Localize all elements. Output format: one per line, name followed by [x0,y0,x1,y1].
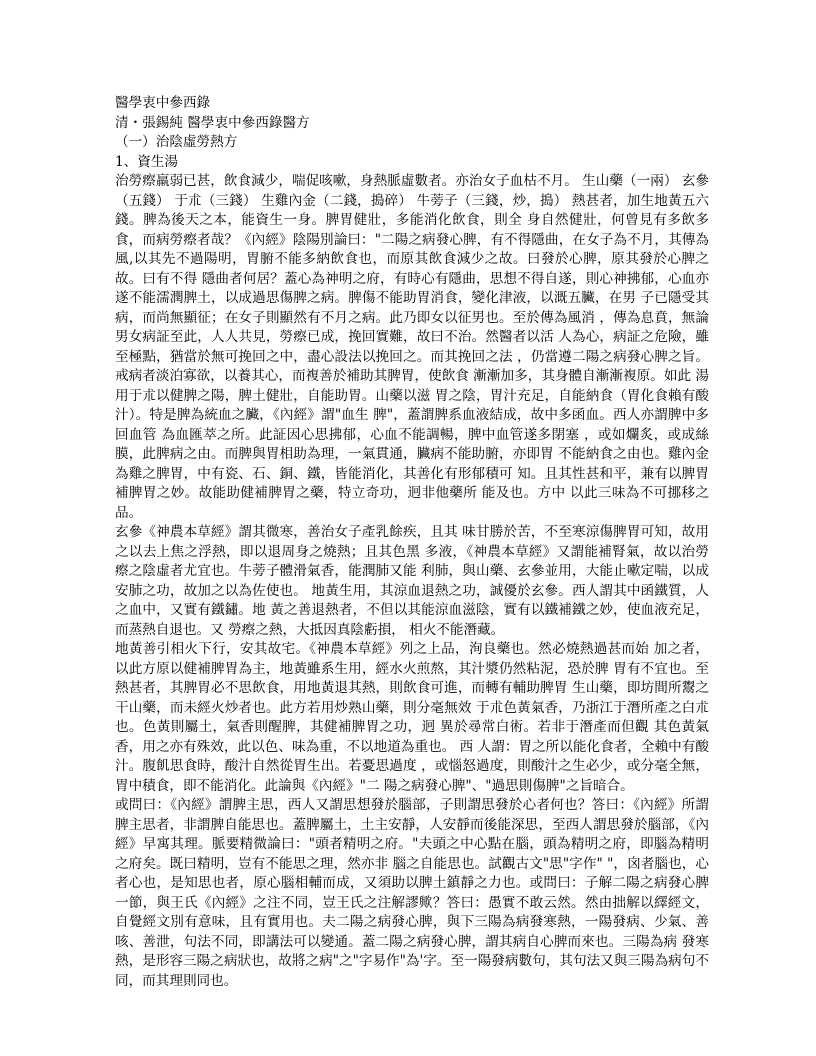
formula-heading: 1、資生湯 [115,153,179,170]
paragraph-questions-answers: 或問曰：《內經》謂脾主思，西人又謂思想發於腦部，子則謂思發於心者何也？答曰：《內經》所謂脾主思者，非謂脾自能思也。蓋脾屬土，土主安靜，人安靜而後能深思，至西人謂思發於腦部，《內經》早寓其理。脈要精微論曰："頭者精明之府。"夫頭之中心點在腦，頭為精明之府，即腦為精明之府矣。既曰精明，豈有不能思之理，然亦非 腦之自能思也。試觀古文"思"字作" "，囟者腦也，心者心也，是知思也者，原心腦相輔而成，又須助以脾土鎮靜之力也。或問曰：子解二陽之病發心脾一節，與王氏《內經》之注不同，豈王氏之注解謬歟？答曰：愚實不敢云然。然由拙解以繹經文，自覺經文別有意味，且有實用也。夫二陽之病發心脾，與下三陽為病發寒熱，一陽發病、少氣、善咳、善泄，句法不同，即講法可以變通。蓋二陽之病發心脾，謂其病自心脾而來也。三陽為病 發寒熱，是形容三陽之病狀也，故將之病"之"字易作"為'字。至一陽發病數句，其句法又與三陽為病句不同，而其理則同也。 [115,797,709,989]
section-heading: （一）治陰虛勞熱方 [115,134,238,150]
book-title: 醫學衷中參西錄 [115,95,211,111]
paragraph-indications-and-rationale: 治勞瘵羸弱已甚，飲食減少，喘促咳嗽，身熱脈虛數者。亦治女子血枯不月。 生山藥（一兩） 玄參（五錢） 于朮（三錢） 生雞內金（二錢，搗碎） 牛蒡子（三錢，炒，搗） 熱甚者，加生地黃五六錢。脾為後天之本，能資生一身。脾胃健壯，多能消化飲食，則全 身自然健壯，何曾見有多飲多食，而病勞瘵者哉？《內經》陰陽別論曰："二陽之病發心脾，有不得隱曲，在女子為不月，其傳為風,以其先不過陽明，胃腑不能多納飲食也，而原其飲食減少之故。曰發於心脾，原其發於心脾之故。曰有不得 隱曲者何居？蓋心為神明之府，有時心有隱曲，思想不得自遂，則心神拂郁，心血亦遂不能濡潤脾土，以成過思傷脾之病。脾傷不能助胃消食，變化津液，以溉五臟，在男 子已隱受其病，而尚無顯征；在女子則顯然有不月之病。此乃即女以征男也。至於傳為風消 ，傳為息賁，無論男女病証至此，人人共見，勞瘵已成，挽回實難，故曰不治。然醫者以活 人為心，病証之危險，雖至極點，猶當於無可挽回之中，盡心設法以挽回之。而其挽回之法 ，仍當遵二陽之病發心脾之旨。戒病者淡泊寡欲，以養其心，而複善於補助其脾胃，使飲食 漸漸加多，其身體自漸漸複原。如此 湯用于朮以健脾之陽，脾土健壯，自能助胃。山藥以滋 胃之陰，胃汁充足，自能納食（胃化食賴有酸汁）。特是脾為統血之臟，《內經》謂"血生 脾"，蓋謂脾系血液結成，故中多函血。西人亦謂脾中多回血管 為血匯萃之所。此証因心思拂郁，心血不能調暢，脾中血管遂多閉塞 ，或如爛炙，或成絲膜，此脾病之由。而脾與胃相助為理，一氣貫通，臟病不能助腑，亦即胃 不能納食之由也。雞內金為雞之脾胃，中有瓷、石、銅、鐵，皆能消化，其善化有形郁積可 知。且其性甚和平，兼有以脾胃補脾胃之妙。故能助健補脾胃之藥，特立奇功，迥非他藥所 能及也。方中 以此三味為不可挪移之品。 [115,173,709,521]
author-line: 清・張錫純 醫學衷中參西錄醫方 [115,114,310,131]
paragraph-xuanshen-niubangzi: 玄參《神農本草經》謂其微寒，善治女子產乳餘疾，且其 味甘勝於苦，不至寒涼傷脾胃可知，故用之以去上焦之浮熱，即以退周身之燒熱；且其色黑 多液，《神農本草經》又謂能補腎氣，故以治勞瘵之陰虛者尤宜也。牛蒡子體滑氣香，能潤肺又能 利肺，與山藥、玄參並用，大能止嗽定喘，以成安肺之功，故加之以為佐使也。 地黃生用，其涼血退熱之功，誠優於玄參。西人謂其中函鐵質，人之血中，又實有鐵鏽。地 黃之善退熱者，不但以其能涼血滋陰，實有以鐵補鐵之妙，使血液充足，而蒸熱自退也。又 勞瘵之熱，大抵因真陰虧損， 相火不能潛藏。 [115,524,709,638]
document-page [115,94,709,991]
paragraph-dihuang-yuzhu: 地黃善引相火下行，安其故宅。《神農本草經》列之上品，洵良藥也。然必燒熱過甚而始 加之者，以此方原以健補脾胃為主，地黃雖系生用，經水火煎熬，其汁漿仍然粘泥，恐於脾 胃有不宜也。至熱甚者，其脾胃必不思飲食，用地黃退其熱，則飲食可進，而轉有輔助脾胃 生山藥，即坊間所鬻之干山藥，而未經火炒者也。此方若用炒熟山藥，則分毫無效 于朮色黃氣香，乃浙江于潛所產之白朮也。色黃則屬土，氣香則醒脾，其健補脾胃之功，迥 異於尋常白術。若非于潛產而但觀 其色黃氣香，用之亦有殊效，此以色、味為重，不以地道為重也。 西 人謂：胃之所以能化食者，全賴中有酸汁。腹飢思食時，酸汁自然從胃生出。若憂思過度 ，或惱怒過度，則酸汁之生必少，或分毫全無，胃中積食，即不能消化。此論與《內經》"二 陽之病發心脾"、"過思則傷脾"之旨暗合。 [115,641,709,794]
